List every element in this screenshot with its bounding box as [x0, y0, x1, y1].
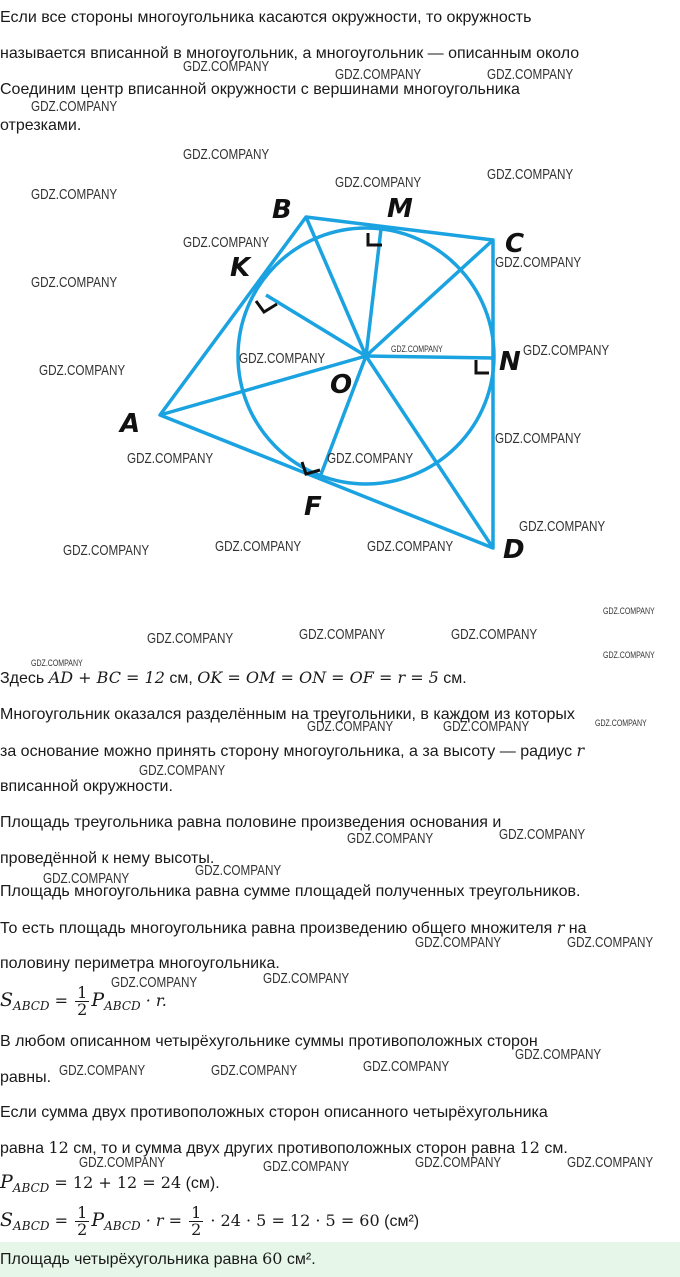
segment-om — [366, 229, 381, 356]
watermark: GDZ.COMPANY — [263, 970, 350, 987]
paragraph-line: равны. — [0, 1069, 52, 1086]
paragraph-line: половину периметра многоугольника. — [0, 955, 280, 972]
segment-on — [366, 356, 493, 358]
watermark: GDZ.COMPANY — [499, 826, 586, 843]
watermark: GDZ.COMPANY — [487, 66, 574, 83]
area-formula: $S_{ABCD}$ = $\frac{1}{2}$ $P_{ABCD} \cdot r$. — [0, 983, 167, 1020]
paragraph-line: за основание можно принять сторону многоугольника, а за высоту — радиус r — [0, 741, 585, 760]
watermark: GDZ.COMPANY — [487, 166, 574, 183]
paragraph-line: Площадь треугольника равна половине произведения основания и — [0, 814, 502, 831]
paragraph-line: Площадь многоугольника равна сумме площадей полученных треугольников. — [0, 883, 581, 900]
label-f: F — [304, 492, 322, 522]
right-angle-k — [256, 301, 277, 312]
watermark: GDZ.COMPANY — [39, 362, 126, 379]
paragraph-line: называется вписанной в многоугольник, а многоугольник — описанным около — [0, 45, 580, 62]
watermark: GDZ.COMPANY — [43, 870, 130, 887]
paragraph-line: проведённой к нему высоты. — [0, 850, 215, 867]
segment-ob — [306, 217, 366, 356]
label-m: M — [387, 194, 413, 224]
label-n: N — [499, 347, 521, 377]
label-o: O — [330, 370, 353, 400]
paragraph-line: отрезками. — [0, 117, 82, 134]
watermark: GDZ.COMPANY — [59, 1062, 146, 1079]
watermark: GDZ.COMPANY — [307, 718, 394, 735]
label-b: B — [272, 195, 292, 225]
paragraph-line: Если сумма двух противоположных сторон описанного четырёхугольника — [0, 1104, 548, 1121]
answer-box — [0, 1242, 680, 1277]
watermark: GDZ.COMPANY — [335, 66, 422, 83]
watermark: GDZ.COMPANY — [603, 650, 655, 660]
paragraph-line: вписанной окружности. — [0, 778, 173, 795]
watermark: GDZ.COMPANY — [147, 630, 234, 647]
watermark: GDZ.COMPANY — [183, 146, 270, 163]
watermark: GDZ.COMPANY — [195, 862, 282, 879]
watermark: GDZ.COMPANY — [31, 186, 118, 203]
watermark: GDZ.COMPANY — [391, 344, 443, 354]
watermark: GDZ.COMPANY — [215, 538, 302, 555]
label-c: C — [505, 229, 525, 259]
right-angle-f — [302, 462, 320, 474]
watermark: GDZ.COMPANY — [367, 538, 454, 555]
watermark: GDZ.COMPANY — [31, 98, 118, 115]
watermark: GDZ.COMPANY — [183, 58, 270, 75]
paragraph-line: То есть площадь многоугольника равна произведению общего множителя r на — [0, 918, 587, 937]
watermark: GDZ.COMPANY — [495, 254, 582, 271]
answer-text: Площадь четырёхугольника равна 60 см². — [0, 1249, 316, 1268]
right-angle-n — [476, 360, 489, 373]
watermark: GDZ.COMPANY — [415, 1154, 502, 1171]
watermark: GDZ.COMPANY — [31, 274, 118, 291]
watermark: GDZ.COMPANY — [239, 350, 326, 367]
watermark: GDZ.COMPANY — [111, 974, 198, 991]
paragraph-line: В любом описанном четырёхугольнике суммы противоположных сторон — [0, 1033, 538, 1050]
paragraph-line: равна 12 см, то и сумма двух других противоположных сторон равна 12 см. — [0, 1138, 568, 1157]
watermark: GDZ.COMPANY — [139, 762, 226, 779]
watermark: GDZ.COMPANY — [567, 934, 654, 951]
area-calculation: $S_{ABCD}$ = $\frac{1}{2}$ $P_{ABCD} \cdot r$ = $\frac{1}{2}$ · 24 · 5 = 12 · 5 = 60 (см²) — [0, 1203, 420, 1240]
watermark: GDZ.COMPANY — [515, 1046, 602, 1063]
label-d: D — [503, 535, 525, 565]
watermark: GDZ.COMPANY — [523, 342, 610, 359]
watermark: GDZ.COMPANY — [595, 718, 647, 728]
watermark: GDZ.COMPANY — [299, 626, 386, 643]
watermark: GDZ.COMPANY — [495, 430, 582, 447]
watermark: GDZ.COMPANY — [327, 450, 414, 467]
watermark: GDZ.COMPANY — [263, 1158, 350, 1175]
label-a: A — [120, 409, 141, 439]
fraction-one-half: $\frac{1}{2}$ — [77, 983, 88, 1020]
watermark: GDZ.COMPANY — [519, 518, 606, 535]
paragraph-line: Соединим центр вписанной окружности с вершинами многоугольника — [0, 81, 520, 98]
watermark: GDZ.COMPANY — [31, 658, 83, 668]
label-k: K — [230, 253, 251, 283]
watermark: GDZ.COMPANY — [63, 542, 150, 559]
watermark: GDZ.COMPANY — [443, 718, 530, 735]
paragraph-line: Многоугольник оказался разделённым на треугольники, в каждом из которых — [0, 706, 575, 723]
watermark: GDZ.COMPANY — [211, 1062, 298, 1079]
watermark: GDZ.COMPANY — [451, 626, 538, 643]
watermark: GDZ.COMPANY — [79, 1154, 166, 1171]
watermark: GDZ.COMPANY — [603, 606, 655, 616]
watermark: GDZ.COMPANY — [347, 830, 434, 847]
watermark: GDZ.COMPANY — [415, 934, 502, 951]
watermark: GDZ.COMPANY — [363, 1058, 450, 1075]
perimeter-formula: $P_{ABCD} = 12 + 12 = 24$ (см). — [0, 1171, 220, 1196]
watermark: GDZ.COMPANY — [183, 234, 270, 251]
watermark: GDZ.COMPANY — [335, 174, 422, 191]
paragraph-line: Если все стороны многоугольника касаются окружности, то окружность — [0, 9, 532, 26]
given-data-line: Здесь AD + BC = 12 см, OK = OM = ON = OF = r = 5 см. — [0, 668, 467, 687]
segment-oc — [366, 240, 493, 356]
watermark: GDZ.COMPANY — [567, 1154, 654, 1171]
watermark: GDZ.COMPANY — [127, 450, 214, 467]
